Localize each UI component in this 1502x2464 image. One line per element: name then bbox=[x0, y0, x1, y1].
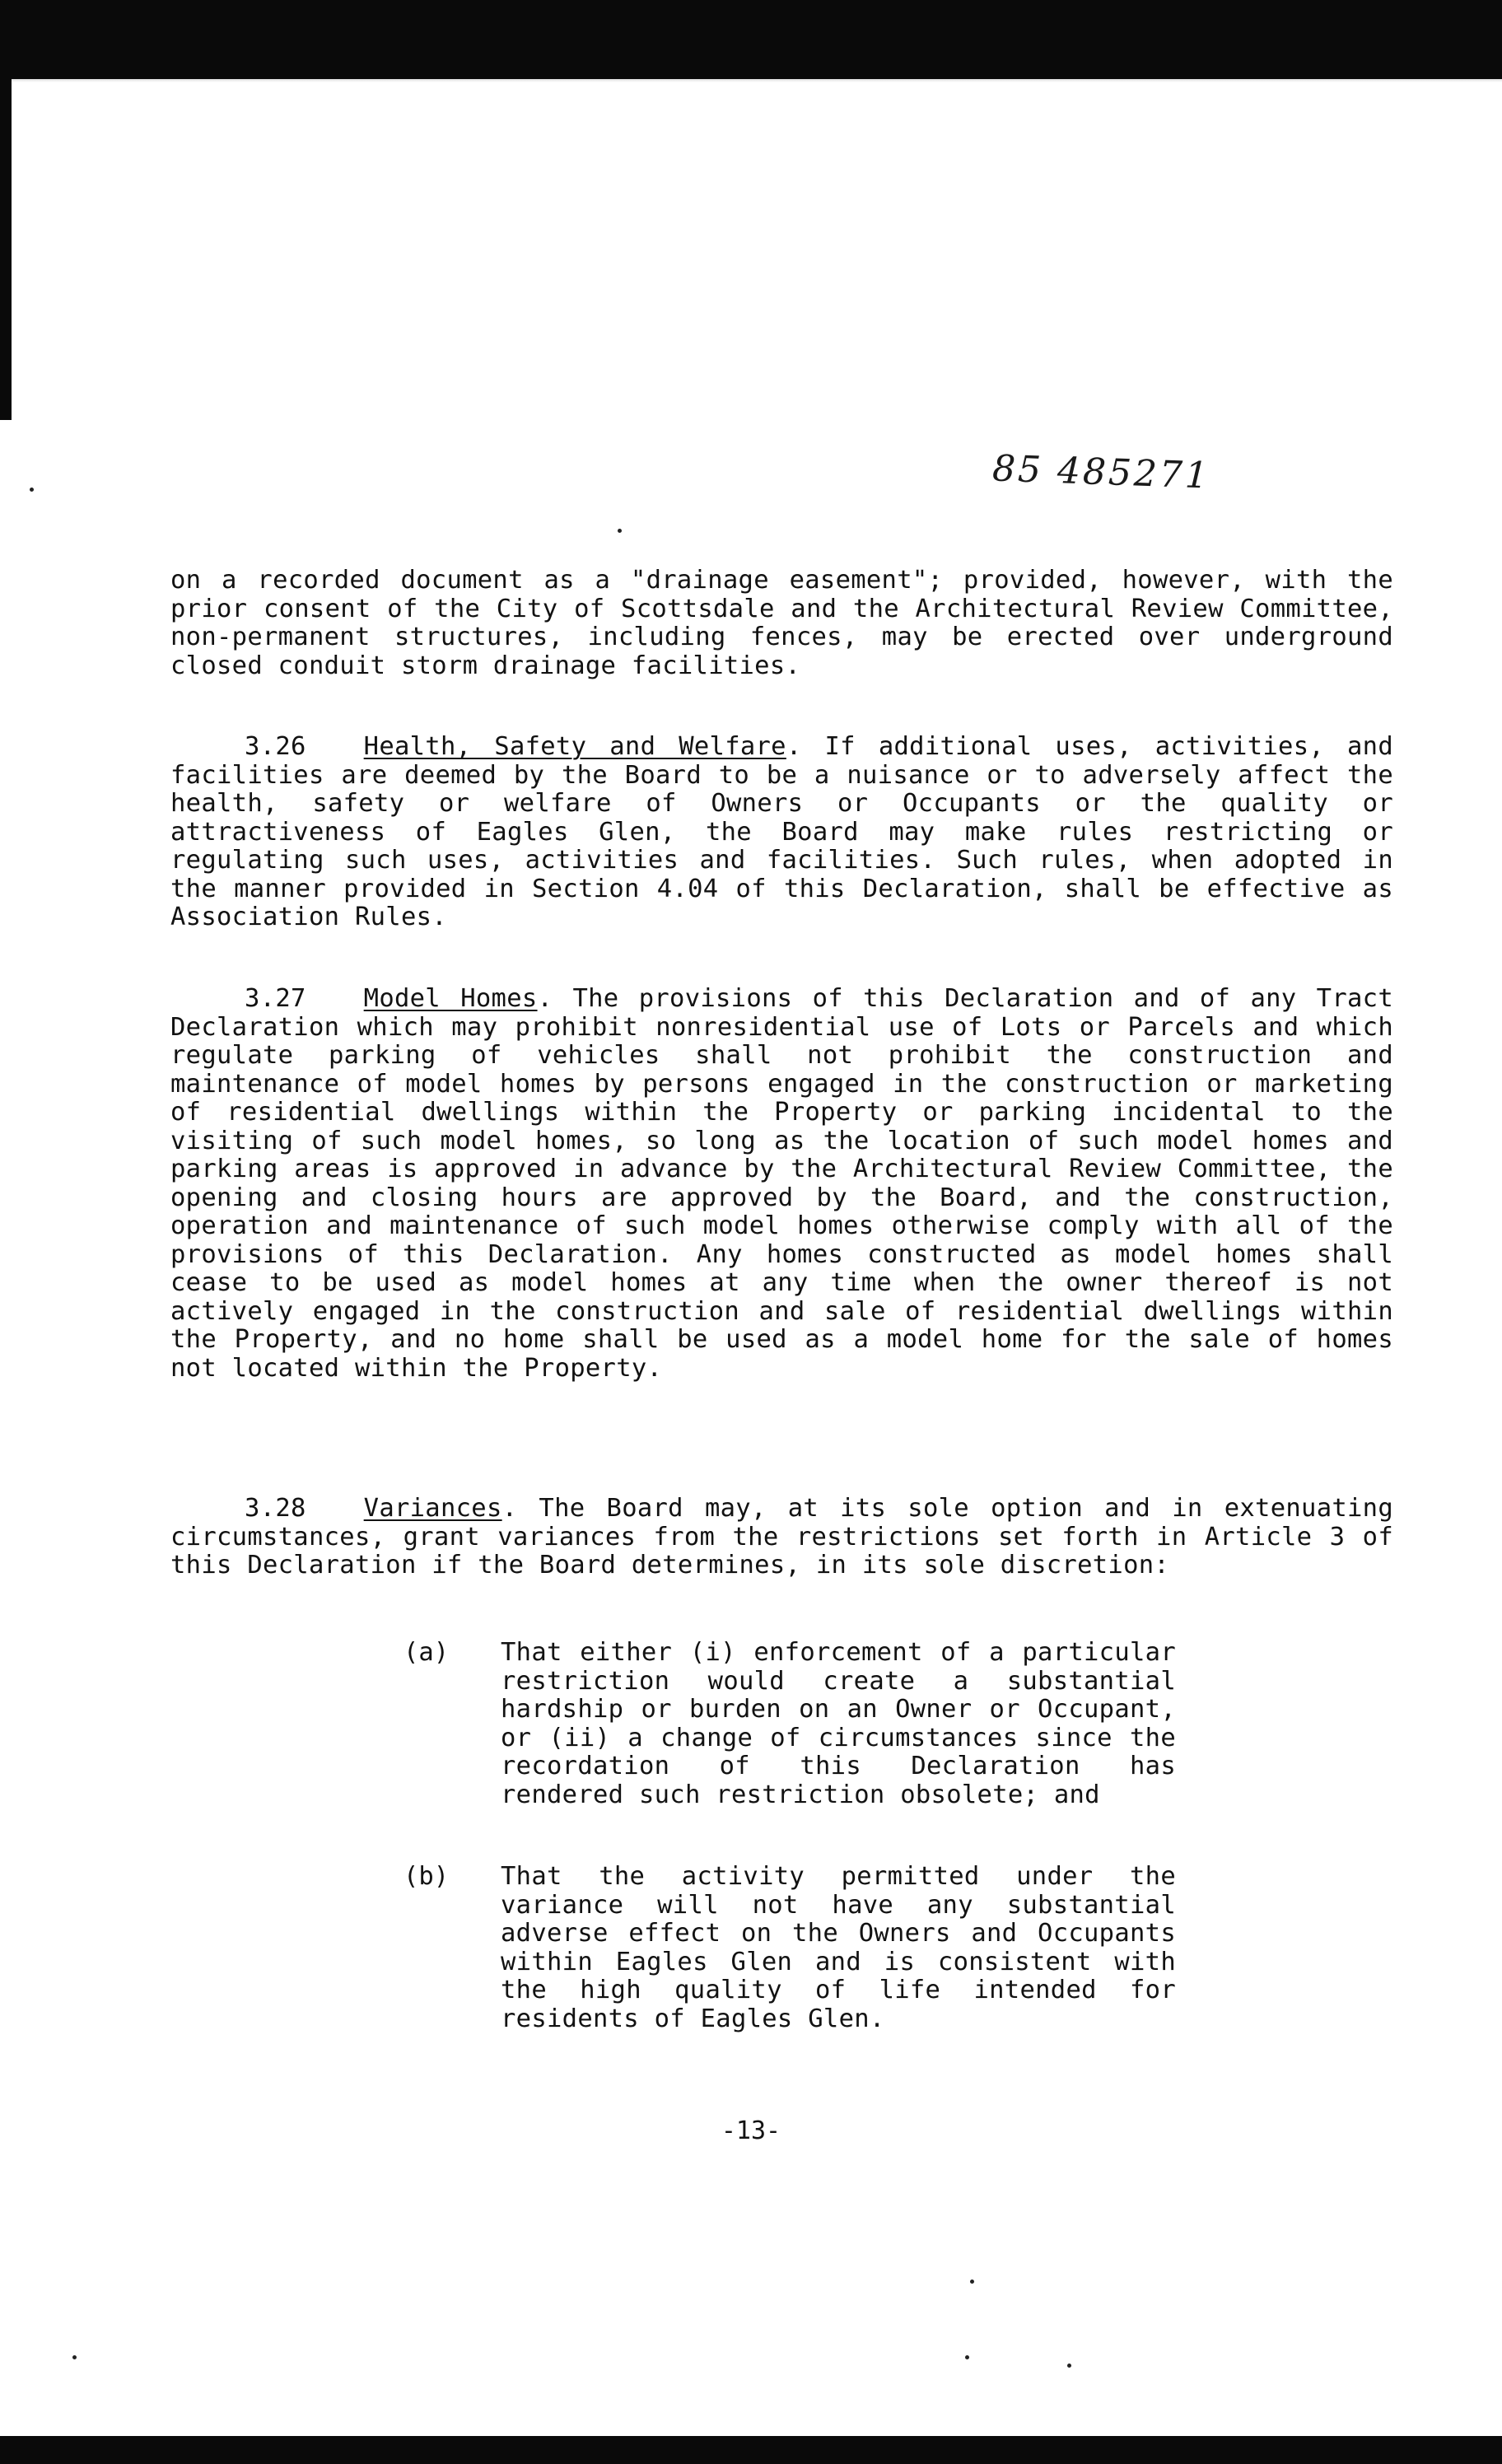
item-b-text: That the activity permitted under the variance will not have any substantial adverse effect on the Owners and Occupants within Eagles Glen and is consistent with the high quality of life intended for residents of Eagles Glen. bbox=[501, 1862, 1176, 2033]
section-heading: Health, Safety and Welfare bbox=[363, 732, 786, 761]
section-heading: Model Homes bbox=[363, 984, 538, 1013]
section-body: If additional uses, activities, and facilities are deemed by the Board to be a nuisance or to adversely affect the health, safety or welfare of Owners or Occupants or the quality or attractiveness of Eagles Glen, the Board may make rules restricting or regulating such uses, activities and facilities. Such rules, when adopted in the manner provided in Section 4.04 of this Declaration, shall be effective as Association Rules. bbox=[170, 732, 1393, 931]
scan-border-left bbox=[0, 66, 12, 420]
page-number: -13- bbox=[721, 2116, 781, 2145]
section-number: 3.27 bbox=[245, 984, 306, 1013]
section-number: 3.26 bbox=[245, 732, 306, 761]
section-body: The provisions of this Declaration and of any Tract Declaration which may prohibit nonresidential use of Lots or Parcels and which regulate parking of vehicles shall not prohibit the construction and maintenance of model homes by persons engaged in the construction or marketing of residential dwellings within the Property or parking incidental to the visiting of such model homes, so long as the location of such model homes and parking areas is approved in advance by the Architectural Review Committee, the opening and closing hours are approved by the Board, and the construction, operation and maintenance of such model homes otherwise comply with all of the provisions of this Declaration. Any homes constructed as model homes shall cease to be used as model homes at any time when the owner thereof is not actively engaged in the construction and sale of residential dwellings within the Property, and no home shall be used as a model home for the sale of homes not located within the Property. bbox=[170, 984, 1393, 1383]
section-body: The Board may, at its sole option and in extenuating circumstances, grant variances from the restrictions set forth in Article 3 of this Declaration if the Board determines, in its sole discretion: bbox=[170, 1494, 1394, 1580]
item-a-label: (a) bbox=[403, 1638, 450, 1667]
section-number: 3.28 bbox=[245, 1494, 306, 1523]
scan-speck bbox=[965, 2355, 969, 2359]
document-recording-number: 85 485271 bbox=[991, 447, 1211, 497]
continuation-text: on a recorded document as a "drainage easement"; provided, however, with the prior consent of the City of Scottsdale and the Architectural Review Committee, non-permanent structures, including fences, may be erected over underground closed conduit storm drainage facilities. bbox=[170, 566, 1393, 680]
scan-speck bbox=[72, 2355, 77, 2359]
scan-border-top bbox=[0, 0, 1502, 79]
scan-speck bbox=[1067, 2364, 1071, 2368]
scan-border-bottom bbox=[0, 2436, 1502, 2464]
item-a-text: That either (i) enforcement of a particular restriction would create a substantial hardship or burden on an Owner or Occupant, or (ii) a change of circumstances since the recordation of this Declaration has rendered such restriction obsolete; and bbox=[501, 1638, 1176, 1809]
item-b-label: (b) bbox=[403, 1862, 450, 1891]
section-3-27: 3.27 Model Homes. The provisions of this Declaration and of any Tract Declaration which may prohibit nonresidential use of Lots or Parcels and which regulate parking of vehicles shall not prohibit the construction and maintenance of model homes by persons engaged in the construction or marketing of residential dwellings within the Property or parking incidental to the visiting of such model homes, so long as the location of such model homes and parking areas is approved in advance by the Architectural Review Committee, the opening and closing hours are approved by the Board, and the construction, operation and maintenance of such model homes otherwise comply with all of the provisions of this Declaration. Any homes constructed as model homes shall cease to be used as model homes at any time when the owner thereof is not actively engaged in the construction and sale of residential dwellings within the Property, and no home shall be used as a model home for the sale of homes not located within the Property. bbox=[170, 984, 1393, 1383]
section-heading: Variances bbox=[363, 1494, 502, 1523]
section-3-26: 3.26 Health, Safety and Welfare. If additional uses, activities, and facilities are deemed by the Board to be a nuisance or to adversely affect the health, safety or welfare of Owners or Occupants or the quality or attractiveness of Eagles Glen, the Board may make rules restricting or regulating such uses, activities and facilities. Such rules, when adopted in the manner provided in Section 4.04 of this Declaration, shall be effective as Association Rules. bbox=[170, 732, 1393, 931]
scan-speck bbox=[970, 2280, 974, 2284]
section-3-28: 3.28 Variances. The Board may, at its sole option and in extenuating circumstances, grant variances from the restrictions set forth in Article 3 of this Declaration if the Board determines, in its sole discretion: bbox=[170, 1494, 1394, 1580]
scan-speck bbox=[30, 488, 34, 492]
continuation-paragraph bbox=[170, 567, 1393, 680]
scan-speck bbox=[618, 529, 622, 533]
